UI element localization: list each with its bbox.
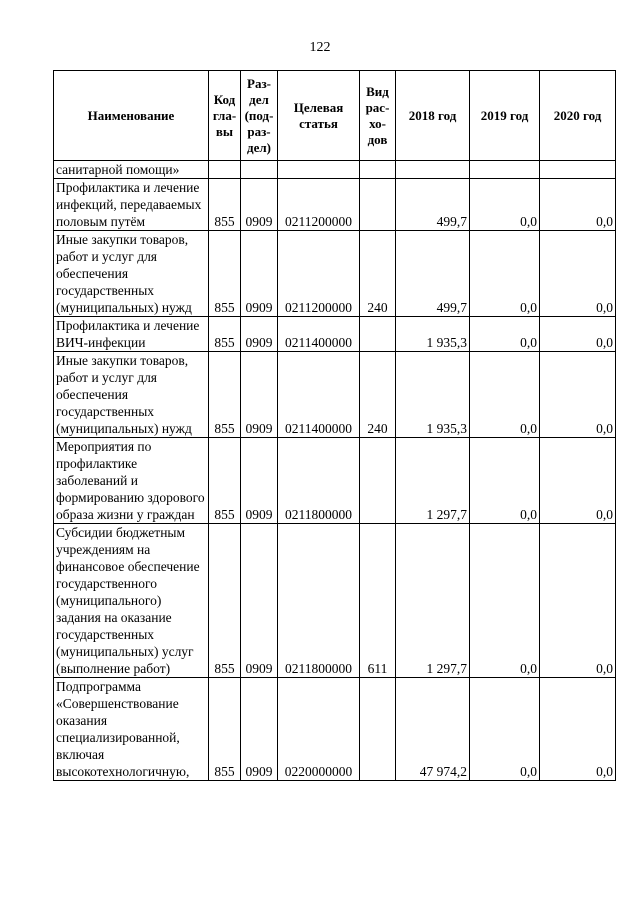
header-row: [54, 71, 616, 161]
row-2019: 0,0: [470, 678, 540, 781]
row-2018: 499,7: [396, 231, 470, 317]
table-row: [54, 161, 616, 179]
row-2020: 0,0: [540, 317, 616, 352]
page-number: 122: [309, 40, 331, 55]
header-section: Раз-дел (под-раз-дел): [241, 71, 278, 161]
header-expense: Вид рас-хо-дов: [360, 71, 396, 161]
row-expense: 240: [360, 231, 396, 317]
table-row: [54, 438, 616, 524]
row-name: санитарной помощи»: [54, 161, 209, 179]
row-expense: [360, 317, 396, 352]
row-chapter: 855: [209, 678, 241, 781]
row-target: 0211400000: [278, 317, 360, 352]
row-name: Профилактика и лечение ВИЧ-инфекции: [54, 317, 209, 352]
row-chapter: [209, 161, 241, 179]
row-chapter: 855: [209, 524, 241, 678]
row-chapter: 855: [209, 179, 241, 231]
row-name: Мероприятия по профилактике заболеваний и формированию здорового образа жизни у граждан: [54, 438, 209, 524]
row-section: 0909: [241, 231, 278, 317]
row-2019: 0,0: [470, 524, 540, 678]
row-2020: 0,0: [540, 179, 616, 231]
row-2018: 1 297,7: [396, 524, 470, 678]
budget-table: [53, 70, 616, 781]
row-2020: 0,0: [540, 352, 616, 438]
row-2020: 0,0: [540, 231, 616, 317]
header-chapter: Код гла-вы: [209, 71, 241, 161]
row-2020: [540, 161, 616, 179]
row-target: 0220000000: [278, 678, 360, 781]
table-row: [54, 352, 616, 438]
row-target: 0211200000: [278, 179, 360, 231]
row-chapter: 855: [209, 438, 241, 524]
row-2018: [396, 161, 470, 179]
row-name: Субсидии бюджетным учреждениям на финансовое обеспечение государственного (муниципального) задания на оказание государственных (муниципальных) услуг (выполнение работ): [54, 524, 209, 678]
header-target: Целевая статья: [278, 71, 360, 161]
row-section: 0909: [241, 524, 278, 678]
row-chapter: 855: [209, 231, 241, 317]
row-expense: [360, 438, 396, 524]
row-section: 0909: [241, 438, 278, 524]
row-name: Иные закупки товаров, работ и услуг для обеспечения государственных (муниципальных) нужд: [54, 352, 209, 438]
row-section: 0909: [241, 678, 278, 781]
row-2020: 0,0: [540, 524, 616, 678]
row-2018: 1 935,3: [396, 317, 470, 352]
table-row: [54, 678, 616, 781]
row-expense: [360, 678, 396, 781]
row-chapter: 855: [209, 352, 241, 438]
row-target: [278, 161, 360, 179]
row-expense: 611: [360, 524, 396, 678]
row-target: 0211800000: [278, 524, 360, 678]
row-2019: 0,0: [470, 317, 540, 352]
row-expense: [360, 179, 396, 231]
row-name: Профилактика и лечение инфекций, передаваемых половым путём: [54, 179, 209, 231]
row-section: 0909: [241, 179, 278, 231]
header-2020: 2020 год: [540, 71, 616, 161]
row-2020: 0,0: [540, 678, 616, 781]
row-section: 0909: [241, 317, 278, 352]
header-2018: 2018 год: [396, 71, 470, 161]
row-2019: 0,0: [470, 438, 540, 524]
row-2019: [470, 161, 540, 179]
header-name: Наименование: [54, 71, 209, 161]
row-2018: 1 935,3: [396, 352, 470, 438]
row-section: [241, 161, 278, 179]
row-2019: 0,0: [470, 231, 540, 317]
row-2019: 0,0: [470, 352, 540, 438]
table-row: [54, 231, 616, 317]
row-target: 0211400000: [278, 352, 360, 438]
row-2018: 1 297,7: [396, 438, 470, 524]
table-row: [54, 317, 616, 352]
table-row: [54, 179, 616, 231]
table-row: [54, 524, 616, 678]
row-expense: [360, 161, 396, 179]
row-2019: 0,0: [470, 179, 540, 231]
row-2018: 47 974,2: [396, 678, 470, 781]
row-target: 0211800000: [278, 438, 360, 524]
row-section: 0909: [241, 352, 278, 438]
row-name: Иные закупки товаров, работ и услуг для обеспечения государственных (муниципальных) нужд: [54, 231, 209, 317]
row-2020: 0,0: [540, 438, 616, 524]
row-expense: 240: [360, 352, 396, 438]
row-target: 0211200000: [278, 231, 360, 317]
row-name: Подпрограмма «Совершенствование оказания специализированной, включая высокотехнологичную,: [54, 678, 209, 781]
header-2019: 2019 год: [470, 71, 540, 161]
row-2018: 499,7: [396, 179, 470, 231]
row-chapter: 855: [209, 317, 241, 352]
